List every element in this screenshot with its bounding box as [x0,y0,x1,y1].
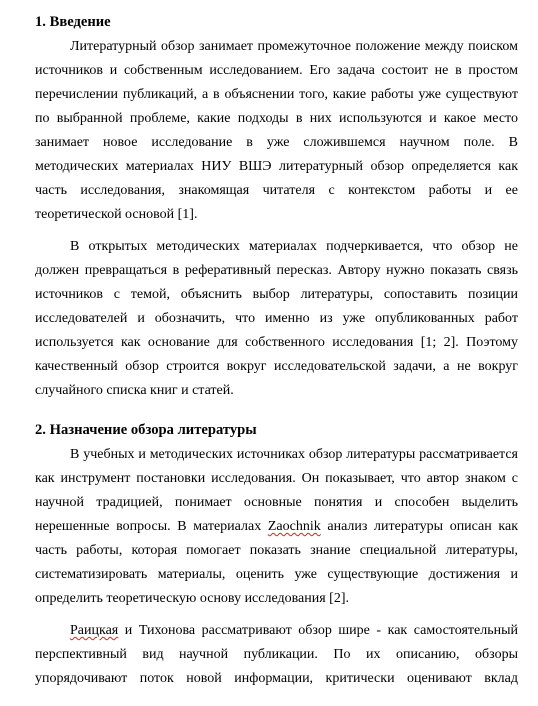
text-line: систематизировать материалы, оценить уже существующие достижения и [35,567,518,582]
text-line: определить теоретическую основу исследования [2]. [35,591,350,606]
section-heading-introduction: 1. Введение [35,14,111,30]
text-line: по выбранной проблеме, какие подходы в них используются и какое место [35,111,518,126]
paragraph-purpose-2 [35,619,518,691]
text-line: перспективный вид научной публикации. По их описанию, обзоры [35,647,518,662]
text-line: методических материалах НИУ ВШЭ литературный обзор определяется как [35,159,518,174]
text-line: как инструмент постановки исследования. Он показывает, что автор знаком с [35,471,518,486]
text-line: упорядочивают поток новой информации, критически оценивают вклад [35,671,518,686]
text-line: занимает новое исследование в уже сложившемся научном поле. В [35,135,518,150]
text-line: источников с темой, объяснить выбор литературы, сопоставить позиции [35,287,518,302]
text-line-spellcheck-raitskaya: Раицкая и Тихонова рассматривают обзор шире - как самостоятельный [70,623,518,638]
spellcheck-flagged-word[interactable]: Zaochnik [267,519,321,534]
text-line: случайного списка книг и статей. [35,383,234,398]
text-line-spellcheck-zaochnik: нерешенные вопросы. В материалах Zaochnik анализ литературы описан как [35,519,519,534]
text-line: качественный обзор строится вокруг исследовательской задачи, а не вокруг [35,359,518,374]
section-heading-purpose: 2. Назначение обзора литературы [35,422,257,438]
text-line: перечислении публикаций, а в объяснении того, какие работы уже существуют [35,87,518,102]
text-line: источников и собственным исследованием. Его задача состоит не в простом [35,63,518,78]
paragraph-intro-1 [35,35,518,227]
spellcheck-flagged-word[interactable]: Раицкая [70,623,119,638]
text-line: часть работы, которая помогает показать знание специальной литературы, [35,543,518,558]
text-line: В учебных и методических источниках обзор литературы рассматривается [70,447,518,462]
paragraph-intro-2 [35,235,518,403]
paragraph-purpose-1 [35,443,518,611]
text-line: часть исследования, знакомящая читателя с контекстом работы и ее [35,183,518,198]
text-line: Литературный обзор занимает промежуточное положение между поиском [70,39,518,54]
text-line: используется как основание для собственного исследования [1; 2]. Поэтому [35,335,518,350]
text-line: должен превращаться в реферативный пересказ. Автору нужно показать связь [35,263,518,278]
text-line: научной традицией, понимает основные понятия и способен выделить [35,495,518,510]
text-line: исследователей и обозначить, что именно из уже опубликованных работ [35,311,518,326]
text-line: теоретической основой [1]. [35,207,198,222]
text-line: В открытых методических материалах подчеркивается, что обзор не [70,239,518,254]
